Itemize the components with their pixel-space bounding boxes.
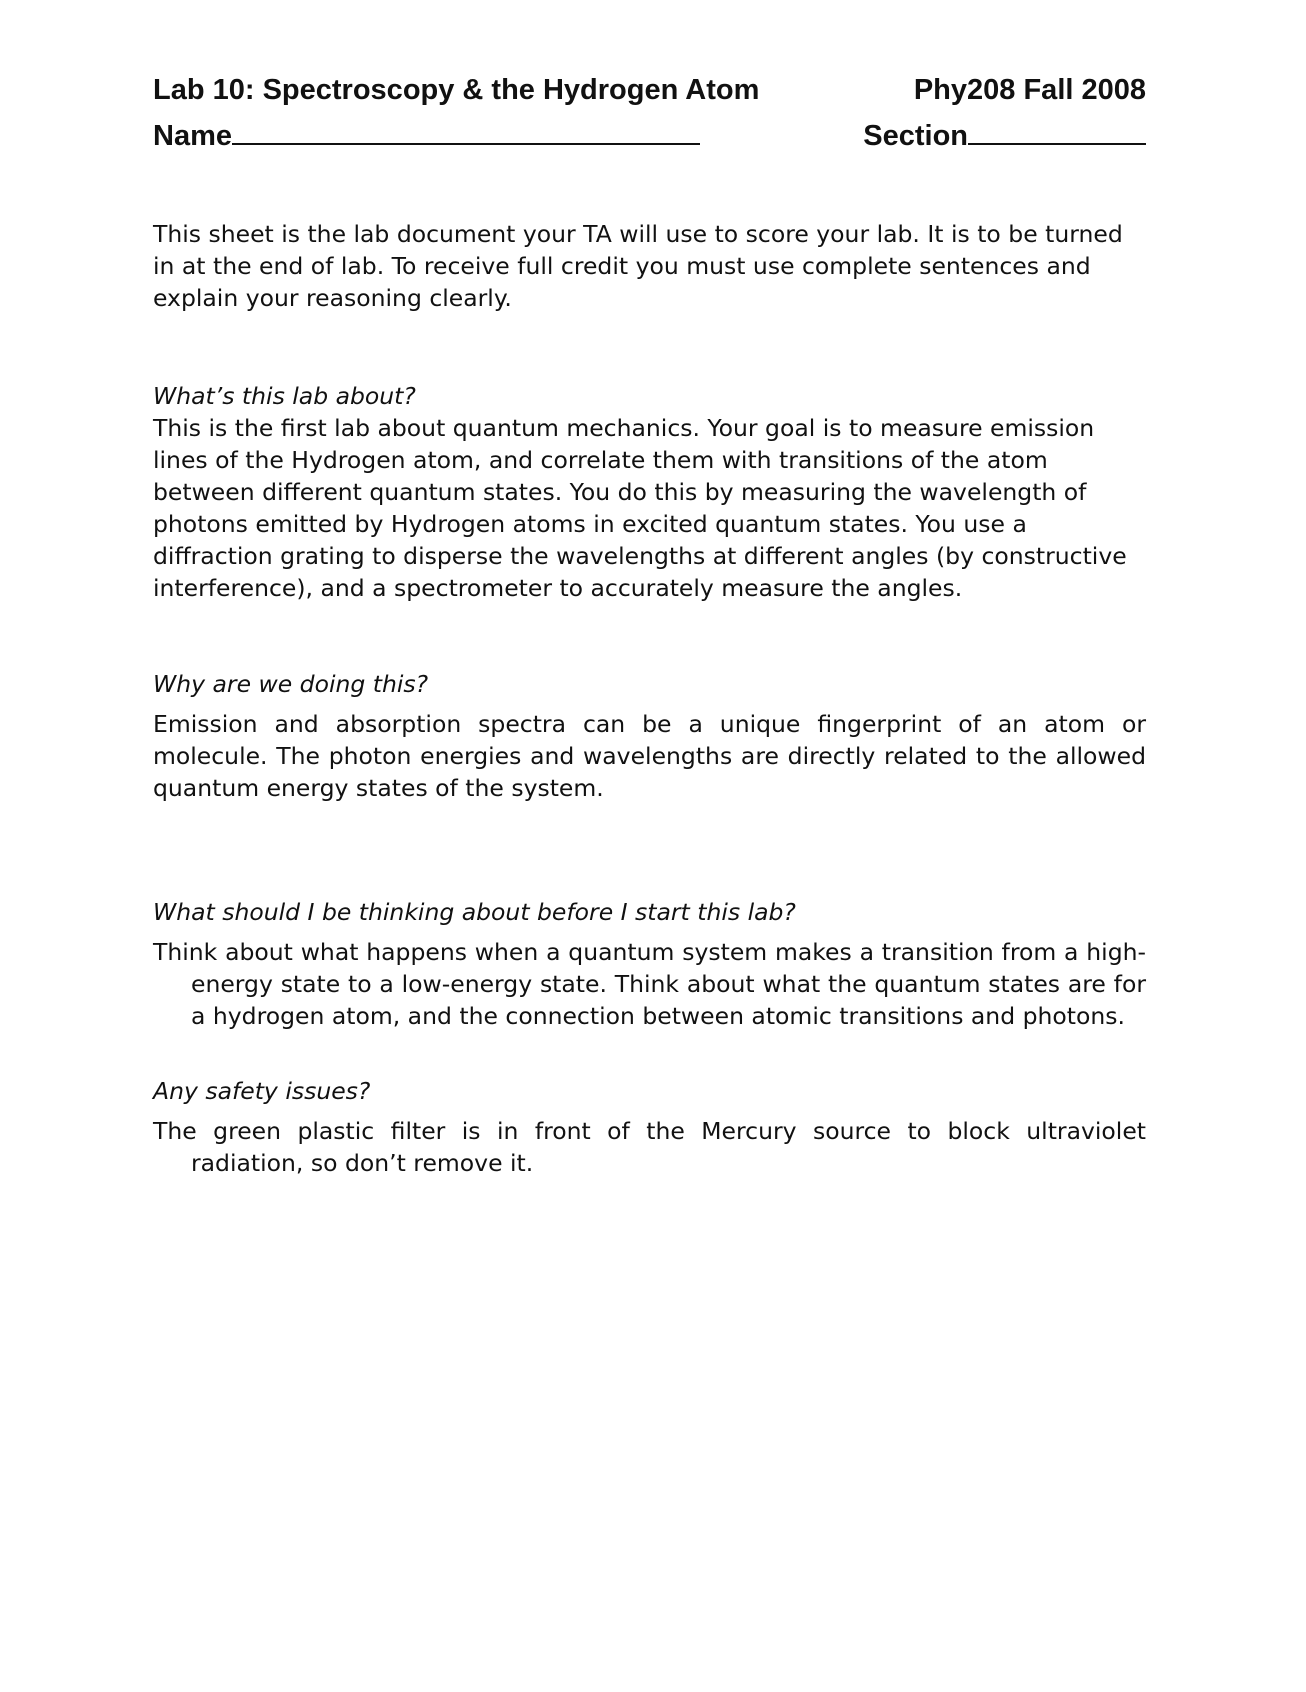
name-blank-line — [232, 115, 700, 145]
section-heading-why: Why are we doing this? — [153, 670, 429, 698]
name-label: Name — [153, 120, 232, 152]
section-body-thinking: Think about what happens when a quantum system makes a transition from a high-energy state to a low-energy state. Think about what the quantum states are for a hydrogen atom, and the connection between atomic transitions and photons. — [153, 938, 1146, 1030]
lab-title: Lab 10: Spectroscopy & the Hydrogen Atom — [153, 74, 760, 106]
section-body-about: This is the first lab about quantum mechanics. Your goal is to measure emission lines of the Hydrogen atom, and correlate them with transitions of the atom between different quantum states. You do this by measuring the wavelength of photons emitted by Hydrogen atoms in excited quantum states. You use a diffraction grating to disperse the wavelengths at different angles (by constructive interference), and a spectrometer to accurately measure the angles. — [153, 414, 1127, 602]
section-field — [863, 115, 1146, 154]
course-label: Phy208 Fall 2008 — [913, 74, 1146, 106]
section-blank-line — [968, 115, 1146, 145]
section-heading-thinking: What should I be thinking about before I start this lab? — [153, 898, 796, 926]
section-body-safety: The green plastic filter is in front of the Mercury source to block ultraviolet radiation, so don’t remove it. — [153, 1117, 1146, 1177]
section-heading-about: What’s this lab about? — [153, 382, 416, 410]
section-heading-safety: Any safety issues? — [153, 1077, 371, 1105]
section-label: Section — [863, 120, 968, 152]
name-field — [153, 115, 700, 154]
section-body-why: Emission and absorption spectra can be a unique fingerprint of an atom or molecule. The photon energies and wavelengths are directly related to the allowed quantum energy states of the system. — [153, 710, 1146, 802]
intro-paragraph: This sheet is the lab document your TA will use to score your lab. It is to be turned in at the end of lab. To receive full credit you must use complete sentences and explain your reasoning clearly. — [153, 220, 1123, 312]
